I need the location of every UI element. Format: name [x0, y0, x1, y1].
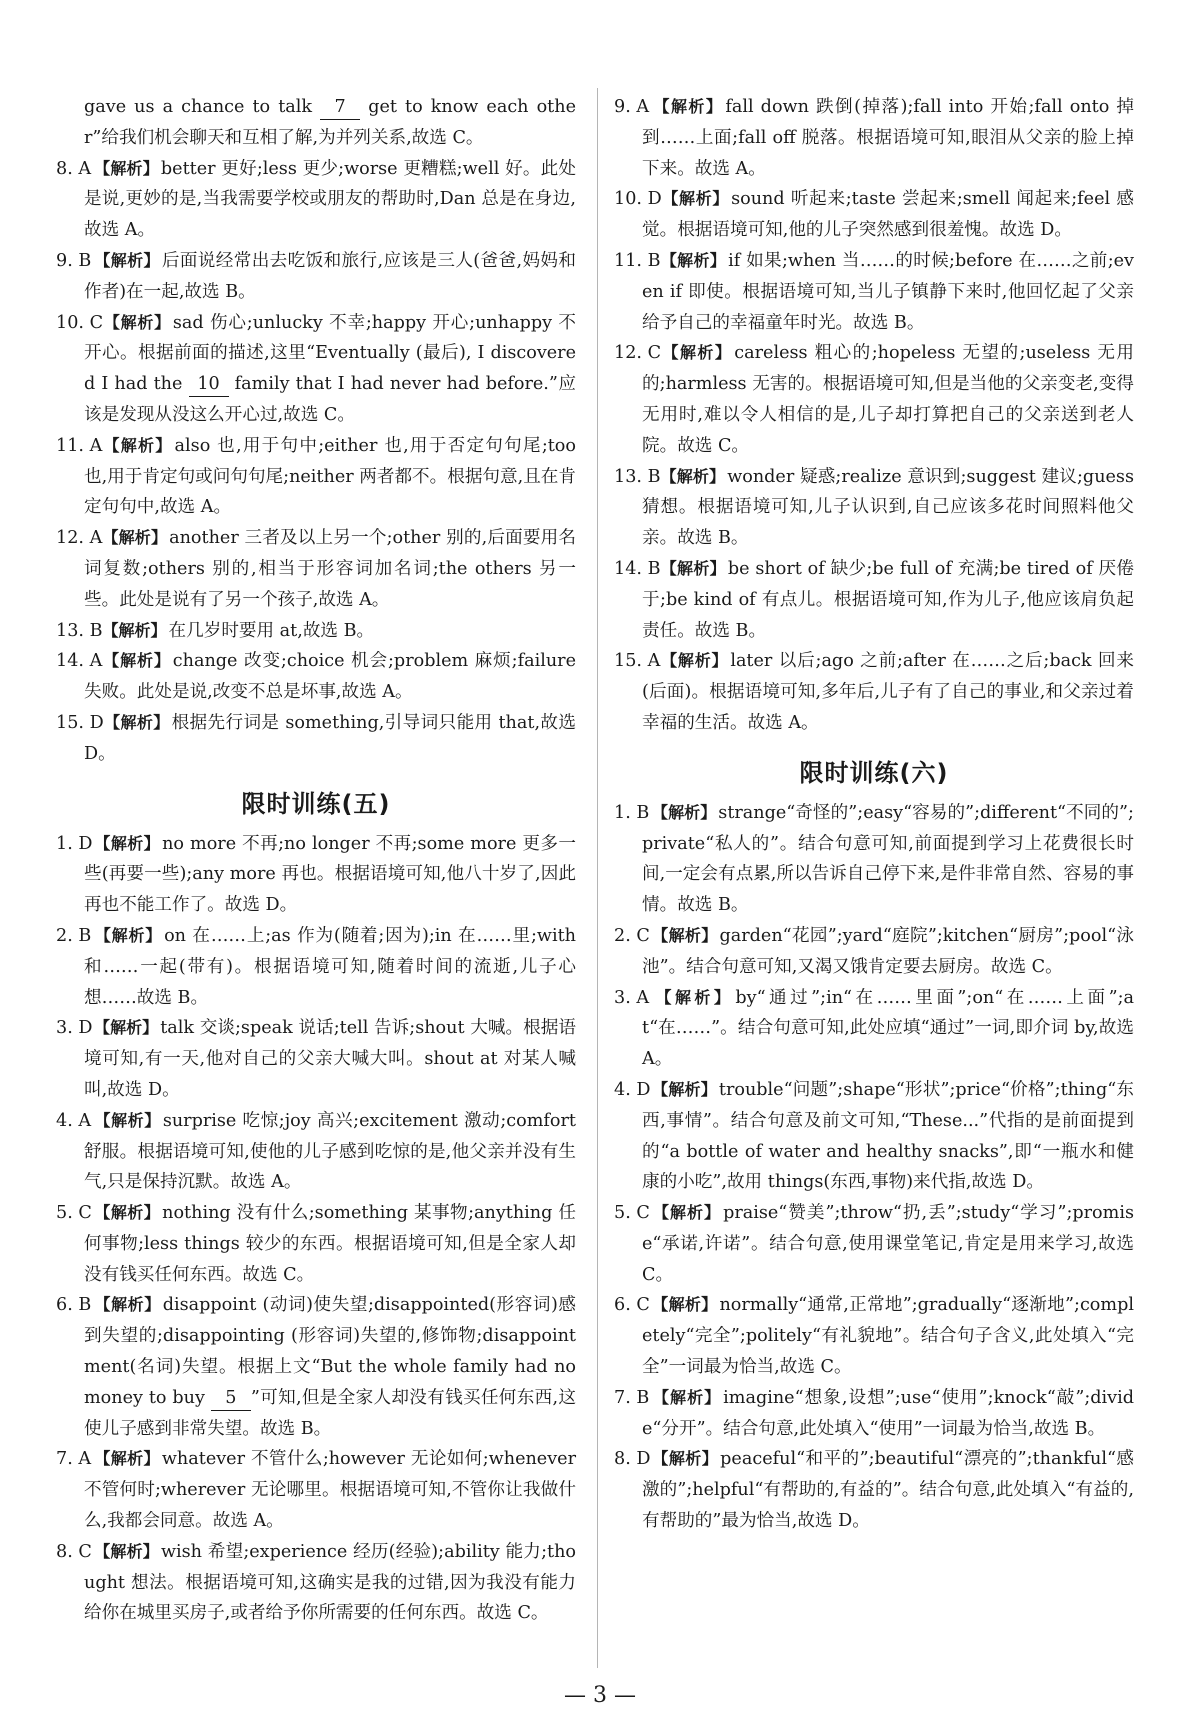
analysis-tag: 【解析】: [660, 558, 726, 578]
answer-text: get to know each other”给我们机会聊天和互相了解,为并列关系,故选 C。: [84, 97, 576, 148]
answer-item: [614, 338, 1134, 461]
answer-text: trouble“问题”;shape“形状”;price“价格”;thing“东西,事情”。结合句意及前文可知,“These...”代指的是前面提到的“a bottle of water and healthy snacks”,即“一瓶水和健康的小吃”,故用 things(东西,事物)来代指,故选 D。: [642, 1079, 1134, 1193]
answer-text: praise“赞美”;throw“扔,丢”;study“学习”;promise“承诺,许诺”。结合句意,使用课堂笔记,肯定是用来学习,故选 C。: [642, 1203, 1134, 1285]
blank-number: 5: [211, 1386, 251, 1411]
answer-number: 7. B: [614, 1387, 650, 1408]
answer-text: 在几岁时要用 at,故选 B。: [168, 620, 375, 641]
analysis-tag: 【解析】: [660, 466, 726, 486]
analysis-tag: 【解析】: [102, 435, 173, 455]
answer-number: 3. A: [614, 987, 650, 1008]
answer-item: [614, 983, 1134, 1075]
answer-text: by“通过”;in“在……里面”;on“在……上面”;at“在……”。结合句意可知,此处应填“通过”一词,即介词 by,故选 A。: [642, 987, 1134, 1070]
answer-item: [614, 246, 1134, 338]
answer-text: 根据先行词是 something,引导词只能用 that,故选 D。: [84, 712, 576, 764]
analysis-tag: 【解析】: [94, 1018, 159, 1038]
answer-item: [56, 616, 576, 647]
answer-number: 11. A: [56, 435, 103, 456]
answer-text: peaceful“和平的”;beautiful“漂亮的”;thankful“感激的”;helpful“有帮助的,有益的”。结合句意,此处填入“有益的,有帮助的”最为恰当,故选 D。: [642, 1449, 1134, 1532]
analysis-tag: 【解析】: [652, 1449, 719, 1469]
answer-text: talk 交谈;speak 说话;tell 告诉;shout 大喊。根据语境可知,有一天,他对自己的父亲大喊大叫。shout at 对某人喊叫,故选 D。: [84, 1018, 576, 1100]
answer-text: surprise 吃惊;joy 高兴;excitement 激动;comfort 舒服。根据语境可知,使他的儿子感到吃惊的是,他父亲并没有生气,只是保持沉默。故选 A。: [84, 1110, 576, 1193]
answer-number: 13. B: [614, 466, 661, 487]
answer-text: sound 听起来;taste 尝起来;smell 闻起来;feel 感觉。根据语境可知,他的儿子突然感到很羞愧。故选 D。: [642, 189, 1134, 241]
answer-text: fall down 跌倒(掉落);fall into 开始;fall onto 掉到……上面;fall off 脱落。根据语境可知,眼泪从父亲的脸上掉下来。故选 A。: [642, 97, 1134, 179]
answer-number: 14. A: [56, 651, 103, 672]
answer-number: 6. B: [56, 1295, 92, 1316]
answer-number: 15. A: [614, 651, 661, 672]
analysis-tag: 【解析】: [652, 97, 724, 116]
answer-number: 8. C: [56, 1541, 92, 1562]
answer-text: family that I had never had before.”应该是发现从没这么开心过,故选 C。: [84, 374, 577, 425]
answer-item: [614, 1290, 1134, 1382]
answer-number: 10. C: [56, 312, 104, 333]
analysis-tag: 【解析】: [94, 1110, 161, 1130]
answer-number: 6. C: [614, 1295, 650, 1316]
answer-text: be short of 缺少;be full of 充满;be tired of 厌倦于;be kind of 有点儿。根据语境可知,作为儿子,他应该肩负起责任。故选 B。: [642, 558, 1134, 641]
analysis-tag: 【解析】: [94, 250, 160, 270]
blank-number: 7: [320, 95, 360, 120]
answer-item: [614, 462, 1134, 554]
analysis-tag: 【解析】: [94, 1295, 161, 1315]
answer-text: change 改变;choice 机会;problem 麻烦;failure 失败。此处是说,改变不总是坏事,故选 A。: [84, 651, 576, 703]
answer-text: another 三者及以上另一个;other 别的,后面要用名词复数;others 别的,相当于形容词加名词;the others 另一些。此处是说有了另一个孩子,故选 A。: [84, 528, 576, 610]
answer-item: [614, 1075, 1134, 1198]
answer-item: [614, 1198, 1134, 1290]
answer-number: 8. D: [614, 1449, 651, 1470]
analysis-tag: 【解析】: [94, 833, 161, 853]
answer-text: nothing 没有什么;something 某事物;anything 任何事物;less things 较少的东西。根据语境可知,但是全家人却没有钱买任何东西。故选 C。: [84, 1203, 576, 1285]
answer-item: [56, 1290, 576, 1444]
answer-number: 7. A: [56, 1449, 92, 1470]
analysis-tag: 【解析】: [102, 620, 167, 640]
answer-number: 1. D: [56, 833, 93, 854]
column-divider: [597, 88, 598, 1668]
answer-text: 后面说经常出去吃饭和旅行,应该是三人(爸爸,妈妈和作者)在一起,故选 B。: [84, 250, 576, 302]
analysis-tag: 【解析】: [661, 189, 730, 209]
analysis-tag: 【解析】: [652, 1079, 717, 1099]
answer-text: normally“通常,正常地”;gradually“逐渐地”;completely“完全”;politely“有礼貌地”。结合句子含义,此处填入“完全”一词最为恰当,故选 C。: [642, 1295, 1134, 1378]
answer-item: [56, 92, 576, 154]
answer-text: strange“奇怪的”;easy“容易的”;different“不同的”;private“私人的”。结合句意可知,前面提到学习上花费很长时间,一定会有点累,所以告诉自己停下来,是件非常自然、容易的事情。故选 B。: [642, 802, 1134, 916]
analysis-tag: 【解析】: [103, 312, 171, 332]
analysis-tag: 【解析】: [652, 1295, 718, 1315]
left-column: [56, 92, 576, 1629]
analysis-tag: 【解析】: [102, 651, 171, 671]
answer-number: 10. D: [614, 189, 662, 210]
answer-item: [56, 308, 576, 431]
answer-number: 12. A: [56, 528, 103, 549]
analysis-tag: 【解析】: [94, 158, 159, 178]
section-title: 限时训练(五): [241, 789, 391, 818]
answer-number: 11. B: [614, 250, 661, 271]
answer-item: [56, 646, 576, 708]
answer-item: [614, 921, 1134, 983]
page-number: — 3 —: [564, 1683, 636, 1708]
answer-text: later 以后;ago 之前;after 在……之后;back 回来(后面)。根据语境可知,多年后,儿子有了自己的事业,和父亲过着幸福的生活。故选 A。: [642, 651, 1134, 733]
analysis-tag: 【解析】: [103, 712, 170, 732]
answer-text: wish 希望;experience 经历(经验);ability 能力;thought 想法。根据语境可知,这确实是我的过错,因为我没有能力给你在城里买房子,或者给予你所需要的任何东西。故选 C。: [84, 1541, 576, 1624]
answer-item: [614, 554, 1134, 646]
answer-item: [56, 1537, 576, 1629]
analysis-tag: 【解析】: [652, 1387, 722, 1407]
answer-item: [56, 523, 576, 615]
answer-item: [614, 646, 1134, 738]
analysis-tag: 【解析】: [661, 343, 733, 363]
answer-item: [614, 184, 1134, 246]
answer-item: [56, 921, 576, 1013]
answer-item: [56, 1444, 576, 1536]
answer-number: 2. B: [56, 925, 92, 946]
answer-number: 4. A: [56, 1110, 92, 1131]
answer-text: also 也,用于句中;either 也,用于否定句句尾;too 也,用于肯定句或问句句尾;neither 两者都不。根据句意,且在肯定句句中,故选 A。: [84, 435, 576, 518]
answer-text: wonder 疑惑;realize 意识到;suggest 建议;guess 猜想。根据语境可知,儿子认识到,自己应该多花时间照料他父亲。故选 B。: [642, 466, 1134, 549]
analysis-tag: 【解析】: [660, 250, 727, 270]
analysis-tag: 【解析】: [652, 987, 734, 1007]
answer-item: [614, 1383, 1134, 1445]
answer-number: 15. D: [56, 712, 104, 733]
answer-text: whatever 不管什么;however 无论如何;whenever 不管何时;wherever 无论哪里。根据语境可知,不管你让我做什么,我都会同意。故选 A。: [84, 1449, 576, 1532]
answer-item: [614, 798, 1134, 921]
answer-number: 9. B: [56, 250, 92, 271]
answer-item: [614, 1444, 1134, 1536]
answer-text: if 如果;when 当……的时候;before 在……之前;even if 即使。根据语境可知,当儿子镇静下来时,他回忆起了父亲给予自己的幸福童年时光。故选 B。: [642, 250, 1134, 333]
answer-number: 9. A: [614, 97, 650, 117]
answer-item: [614, 92, 1134, 184]
answer-number: 13. B: [56, 620, 103, 641]
analysis-tag: 【解析】: [94, 1203, 161, 1223]
answer-text: gave us a chance to talk: [84, 97, 321, 117]
right-column: [614, 92, 1134, 1537]
answer-text: imagine“想象,设想”;use“使用”;knock“敲”;divide“分开”。结合句意,此处填入“使用”一词最为恰当,故选 B。: [642, 1387, 1134, 1439]
answer-item: [56, 1106, 576, 1198]
answer-item: [56, 246, 576, 308]
blank-number: 10: [189, 372, 229, 397]
answer-number: 2. C: [614, 925, 650, 946]
answer-text: better 更好;less 更少;worse 更糟糕;well 好。此处是说,更妙的是,当我需要学校或朋友的帮助时,Dan 总是在身边,故选 A。: [84, 158, 576, 241]
answer-number: 14. B: [614, 558, 661, 579]
answer-number: 3. D: [56, 1018, 93, 1039]
answer-item: [56, 154, 576, 246]
analysis-tag: 【解析】: [94, 1541, 159, 1561]
answer-number: 8. A: [56, 158, 92, 179]
answer-number: 12. C: [614, 343, 662, 364]
answer-text: no more 不再;no longer 不再;some more 更多一些(再要一些);any more 再也。根据语境可知,他八十岁了,因此再也不能工作了。故选 D。: [84, 833, 576, 916]
analysis-tag: 【解析】: [94, 925, 163, 945]
answer-text: disappoint (动词)使失望;disappointed(形容词)感到失望的;disappointing (形容词)失望的,修饰物;disappointment(名词)失望。根据上文“But the whole family had no money to buy: [84, 1295, 576, 1408]
answer-text: careless 粗心的;hopeless 无望的;useless 无用的;harmless 无害的。根据语境可知,但是当他的父亲变老,变得无用时,难以令人相信的是,儿子却打算把自己的父亲送到老人院。故选 C。: [642, 343, 1134, 456]
answer-item: [56, 1013, 576, 1105]
answer-item: [56, 708, 576, 770]
analysis-tag: 【解析】: [652, 802, 717, 822]
analysis-tag: 【解析】: [102, 528, 168, 548]
answer-number: 5. C: [614, 1203, 650, 1224]
answer-item: [56, 1198, 576, 1290]
analysis-tag: 【解析】: [652, 1203, 722, 1223]
answer-text: on 在……上;as 作为(随着;因为);in 在……里;with 和……一起(带有)。根据语境可知,随着时间的流逝,儿子心想……故选 B。: [84, 925, 576, 1008]
answer-text: ”可知,但是全家人却没有钱买任何东西,这使儿子感到非常失望。故选 B。: [84, 1387, 576, 1439]
answer-item: [56, 829, 576, 921]
analysis-tag: 【解析】: [652, 925, 718, 945]
answer-item: [56, 431, 576, 523]
section-title: 限时训练(六): [799, 758, 949, 787]
answer-text: sad 伤心;unlucky 不幸;happy 开心;unhappy 不开心。根据前面的描述,这里“Eventually (最后), I discovered I had the: [84, 312, 576, 395]
answer-text: garden“花园”;yard“庭院”;kitchen“厨房”;pool“泳池”。结合句意可知,又渴又饿肯定要去厨房。故选 C。: [642, 925, 1134, 977]
analysis-tag: 【解析】: [94, 1449, 160, 1469]
analysis-tag: 【解析】: [660, 651, 729, 671]
answer-number: 5. C: [56, 1203, 92, 1224]
answer-number: 1. B: [614, 802, 650, 823]
answer-number: 4. D: [614, 1079, 651, 1100]
